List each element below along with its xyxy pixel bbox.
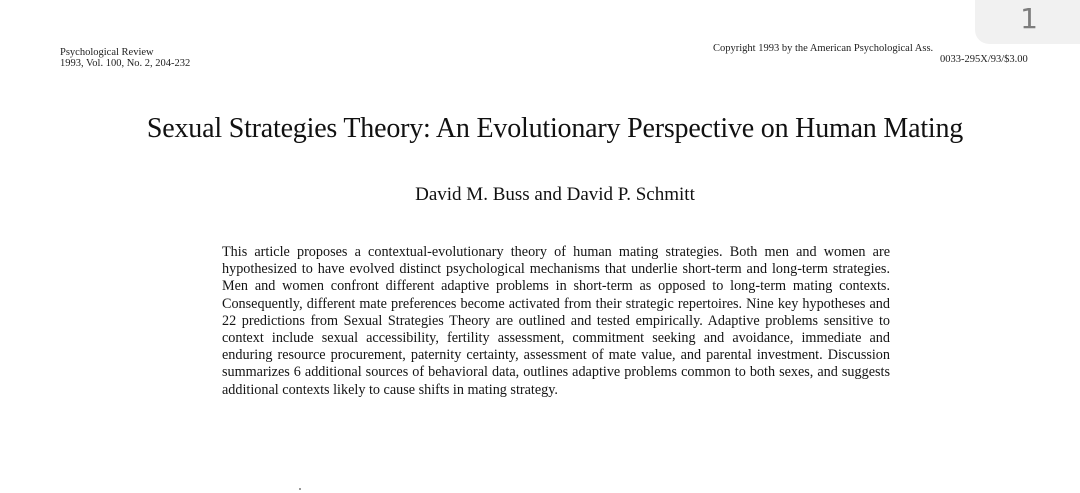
scan-speck xyxy=(299,488,301,490)
journal-info xyxy=(60,47,190,69)
copyright-notice: Copyright 1993 by the American Psychological Ass. xyxy=(713,43,934,54)
article-title: Sexual Strategies Theory: An Evolutionary Perspective on Human Mating xyxy=(146,113,964,144)
journal-name: Psychological Review xyxy=(60,47,154,58)
page-number-badge xyxy=(975,0,1080,44)
page-number: 1 xyxy=(1020,2,1038,35)
article-abstract: This article proposes a contextual-evolutionary theory of human mating strategies. Both men and women are hypothesized to have evolved distinct psychological mechanisms that underlie short-term and long-term strategies. Men and women confront different adaptive problems in short-term as opposed to long-term mating contexts. Consequently, different mate preferences become activated from their strategic repertoires. Nine key hypotheses and 22 predictions from Sexual Strategies Theory are outlined and tested empirically. Adaptive problems sensitive to context include sexual accessibility, fertility assessment, commitment seeking and avoidance, immediate and enduring resource procurement, paternity certainty, assessment of mate value, and parental investment. Discussion summarizes 6 additional sources of behavioral data, outlines adaptive problems common to both sexes, and suggests additional contexts likely to cause shifts in mating strategy. xyxy=(222,244,890,398)
journal-citation: 1993, Vol. 100, No. 2, 204-232 xyxy=(60,58,191,69)
issn-code: 0033-295X/93/$3.00 xyxy=(940,54,1028,65)
article-authors: David M. Buss and David P. Schmitt xyxy=(415,184,695,205)
